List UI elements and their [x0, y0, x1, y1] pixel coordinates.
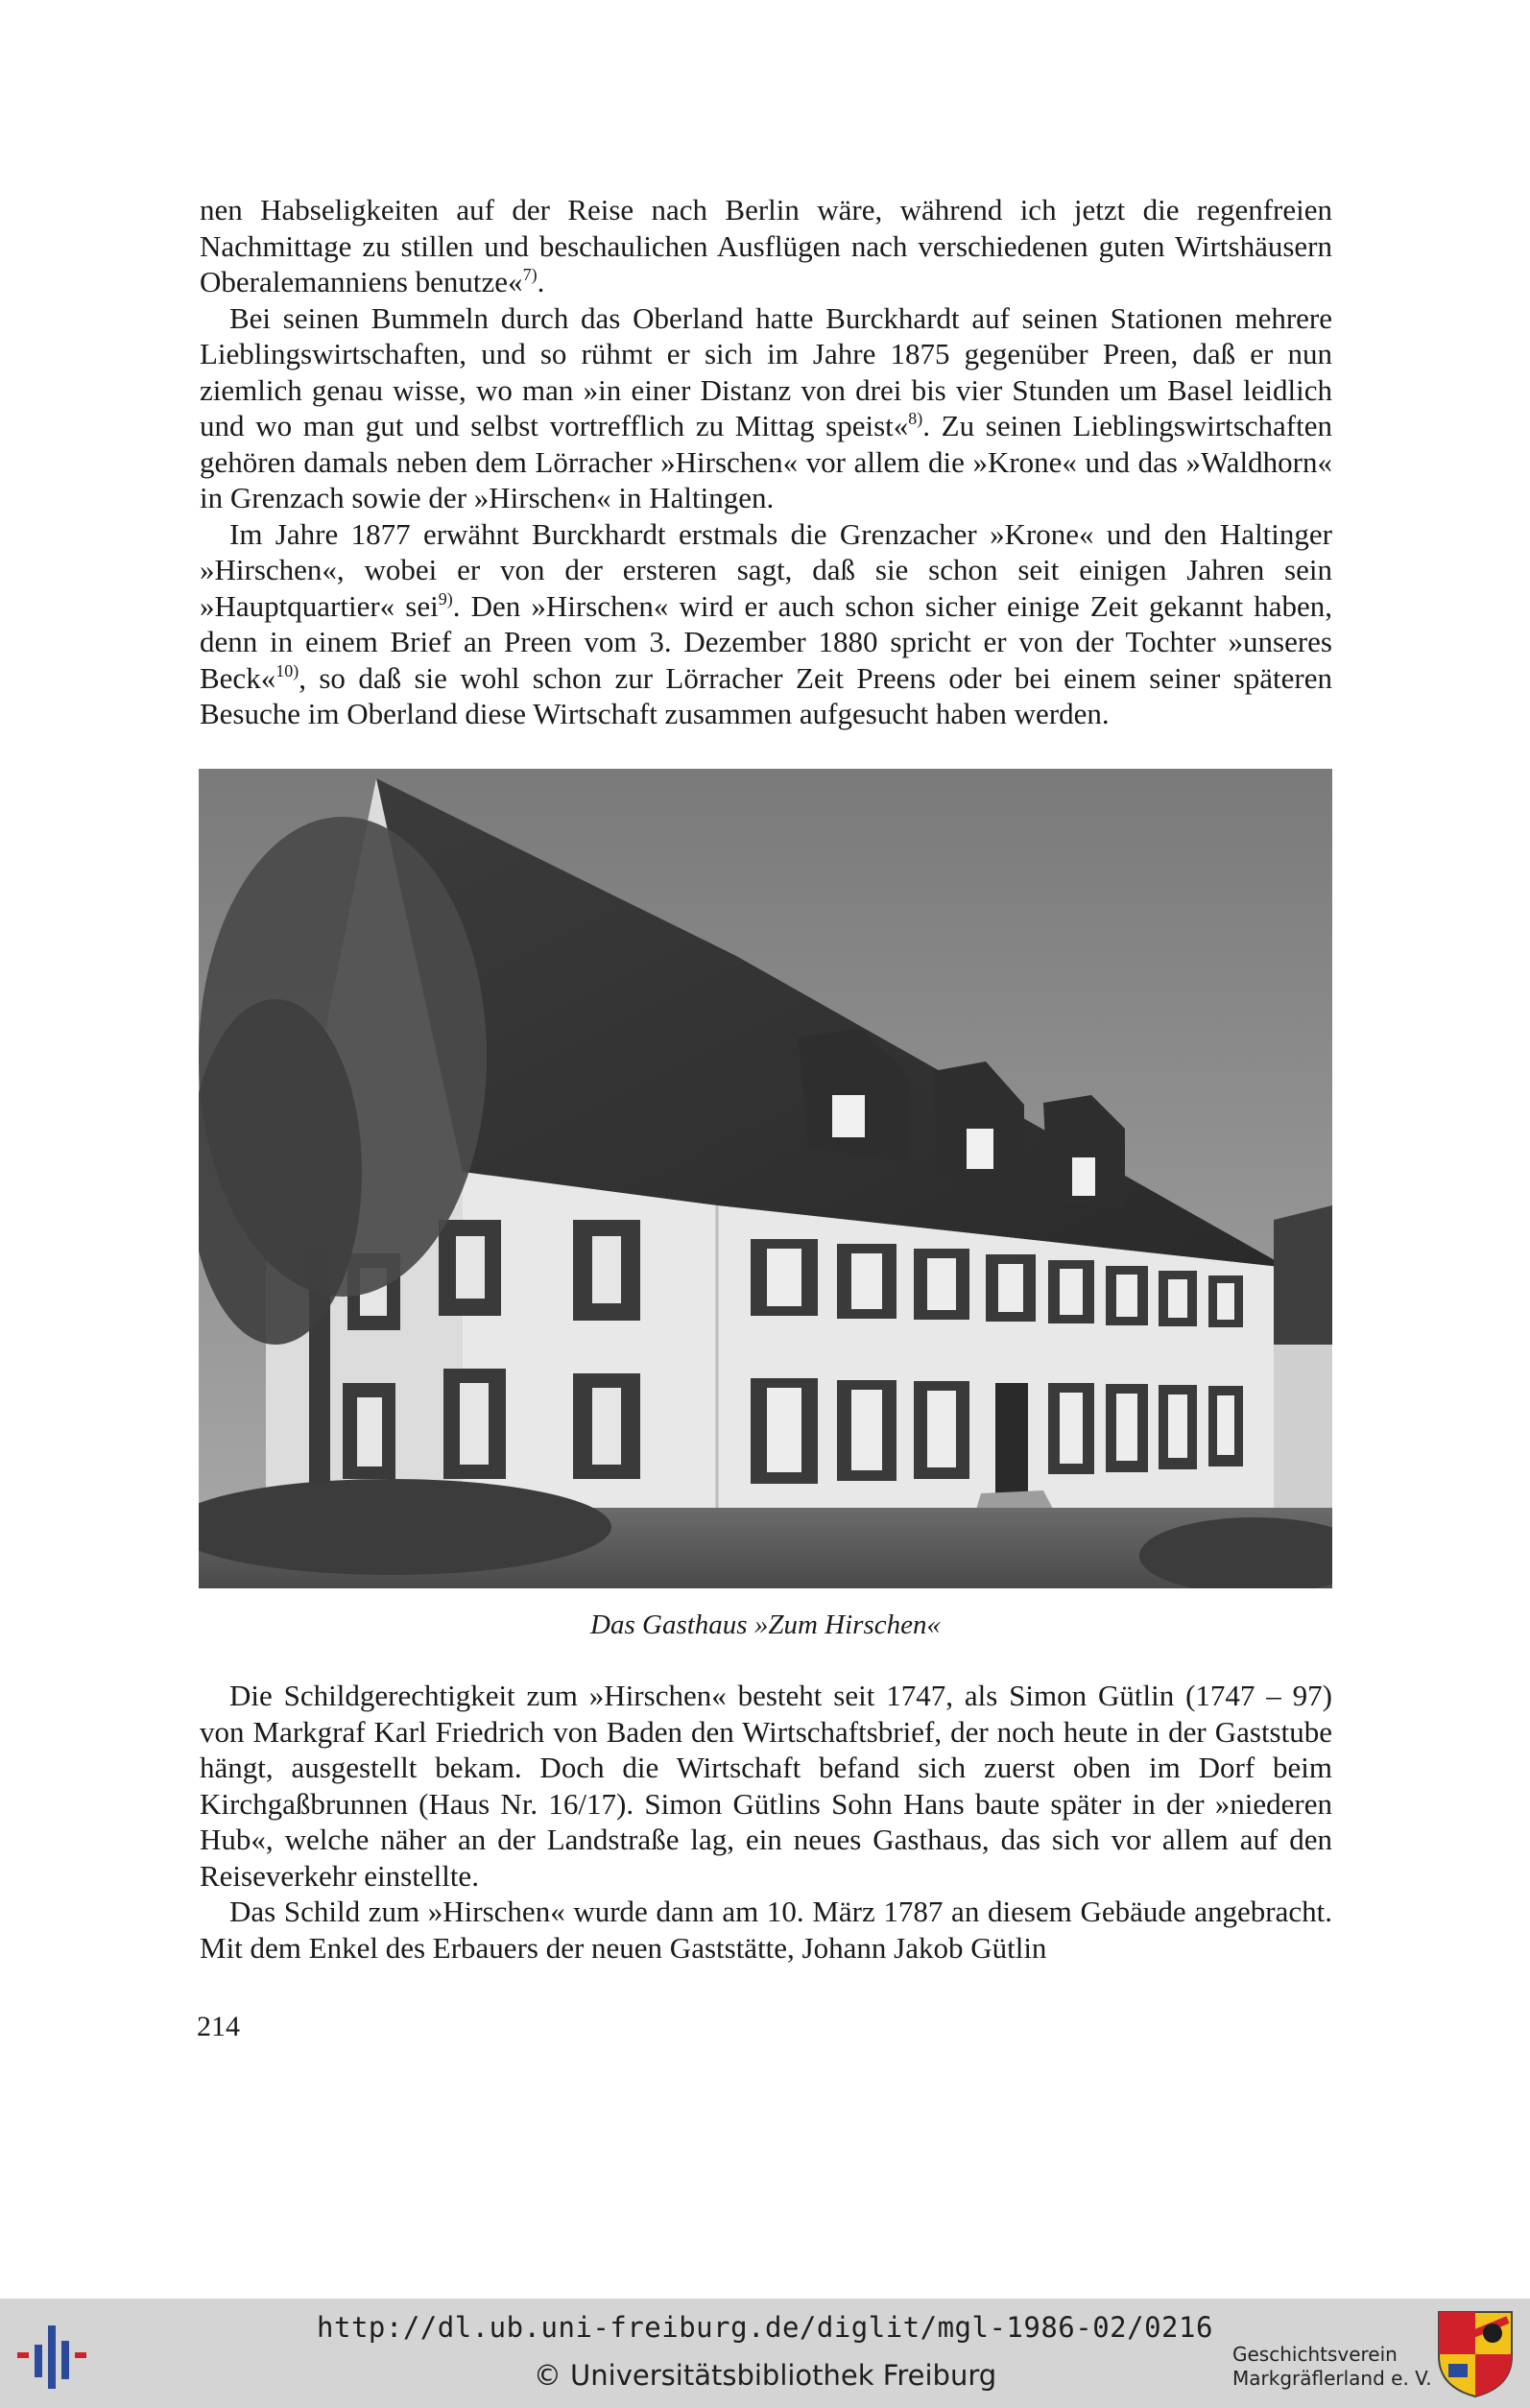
- footnote-ref: 7): [522, 265, 538, 284]
- footnote-ref: 9): [438, 588, 453, 608]
- text-run: Die Schildgerechtigkeit zum »Hirschen« besteht seit 1747, als Simon Gütlin (1747 – 97) von Markgraf Karl Friedrich von Baden den Wirtschaftsbrief, der noch heute in der Gaststube hängt, ausgestellt bekam. Doch die Wirtschaft befand sich zuerst oben im Dorf beim Kirchgaßbrunnen (Haus Nr. 16/17). Simon Gütlins Sohn Hans baute später in der »niederen Hub«, welche näher an der Landstraße lag, ein neues Gasthaus, das sich vor allem auf den Reiseverkehr einstellte.: [200, 1679, 1332, 1893]
- footnote-ref: 10): [275, 660, 299, 680]
- text-run: , so daß sie wohl schon zur Lörracher Zeit Preens oder bei einem seiner späteren Besuche im Oberland diese Wirtschaft zusammen aufgesucht haben werden.: [200, 660, 1332, 730]
- text-run: Bei seinen Bummeln durch das Oberland hatte Burckhardt auf seinen Stationen mehrere Lieblingswirtschaften, und so rühmt er sich im Jahre 1875 gegenüber Preen, daß er nun ziemlich genau wisse, wo man »in einer Distanz von drei bis vier Stunden um Basel leidlich und wo man gut und selbst vortrefflich zu Mittag speist«: [200, 300, 1332, 442]
- paragraph: [200, 516, 1332, 732]
- text-run: nen Habseligkeiten auf der Reise nach Berlin wäre, während ich jetzt die regenfreien Nachmittage zu stillen und beschaulichen Ausflügen nach verschiedenen guten Wirtshäusern Oberalemanniens benutze«: [200, 193, 1332, 298]
- paragraph: [200, 1894, 1332, 1966]
- text-run: Im Jahre 1877 erwähnt Burckhardt erstmals die Grenzacher »Krone« und den Haltinger »Hirschen«, wobei er von der ersteren sagt, daß sie schon seit einigen Jahren sein »Hauptquartier« sei: [200, 516, 1332, 623]
- photo-image: [199, 769, 1332, 1588]
- paragraph: [200, 300, 1332, 516]
- body-text-bottom: [200, 1678, 1332, 1966]
- text-run: .: [537, 265, 545, 298]
- footnote-ref: 8): [908, 409, 923, 428]
- photo-gasthaus-hirschen: [199, 769, 1332, 1588]
- text-run: Das Schild zum »Hirschen« wurde dann am 10. März 1787 an diesem Gebäude angebracht. Mit dem Enkel des Erbauers der neuen Gaststätte, Johann Jakob Gütlin: [200, 1895, 1332, 1965]
- viewer-footer: [0, 2299, 1530, 2408]
- page-number: 214: [197, 2011, 240, 2042]
- text-run: . Zu seinen Lieblingswirtschaften gehören damals neben dem Lörracher »Hirschen« vor allem die »Krone« und das »Waldhorn« in Grenzach sowie der »Hirschen« in Haltingen.: [200, 409, 1332, 514]
- association-name: [1232, 2343, 1432, 2391]
- association-line-1: Geschichtsverein: [1232, 2343, 1398, 2366]
- text-run: . Den »Hirschen« wird er auch schon sicher einige Zeit gekannt haben, denn in einem Brief an Preen vom 3. Dezember 1880 spricht er von der Tochter »unseres Beck«: [200, 588, 1332, 695]
- body-text-top: [200, 192, 1332, 732]
- markgraeflerland-crest-icon[interactable]: [1435, 2308, 1516, 2398]
- paragraph: [200, 1678, 1332, 1894]
- photo-caption: Das Gasthaus »Zum Hirschen«: [590, 1609, 941, 1640]
- copyright-text: © Universitätsbibliothek Freiburg: [533, 2359, 997, 2392]
- document-url-link[interactable]: http://dl.ub.uni-freiburg.de/diglit/mgl-1986-02/0216: [317, 2311, 1213, 2344]
- paragraph: [200, 192, 1332, 300]
- association-line-2: Markgräflerland e. V.: [1232, 2367, 1432, 2390]
